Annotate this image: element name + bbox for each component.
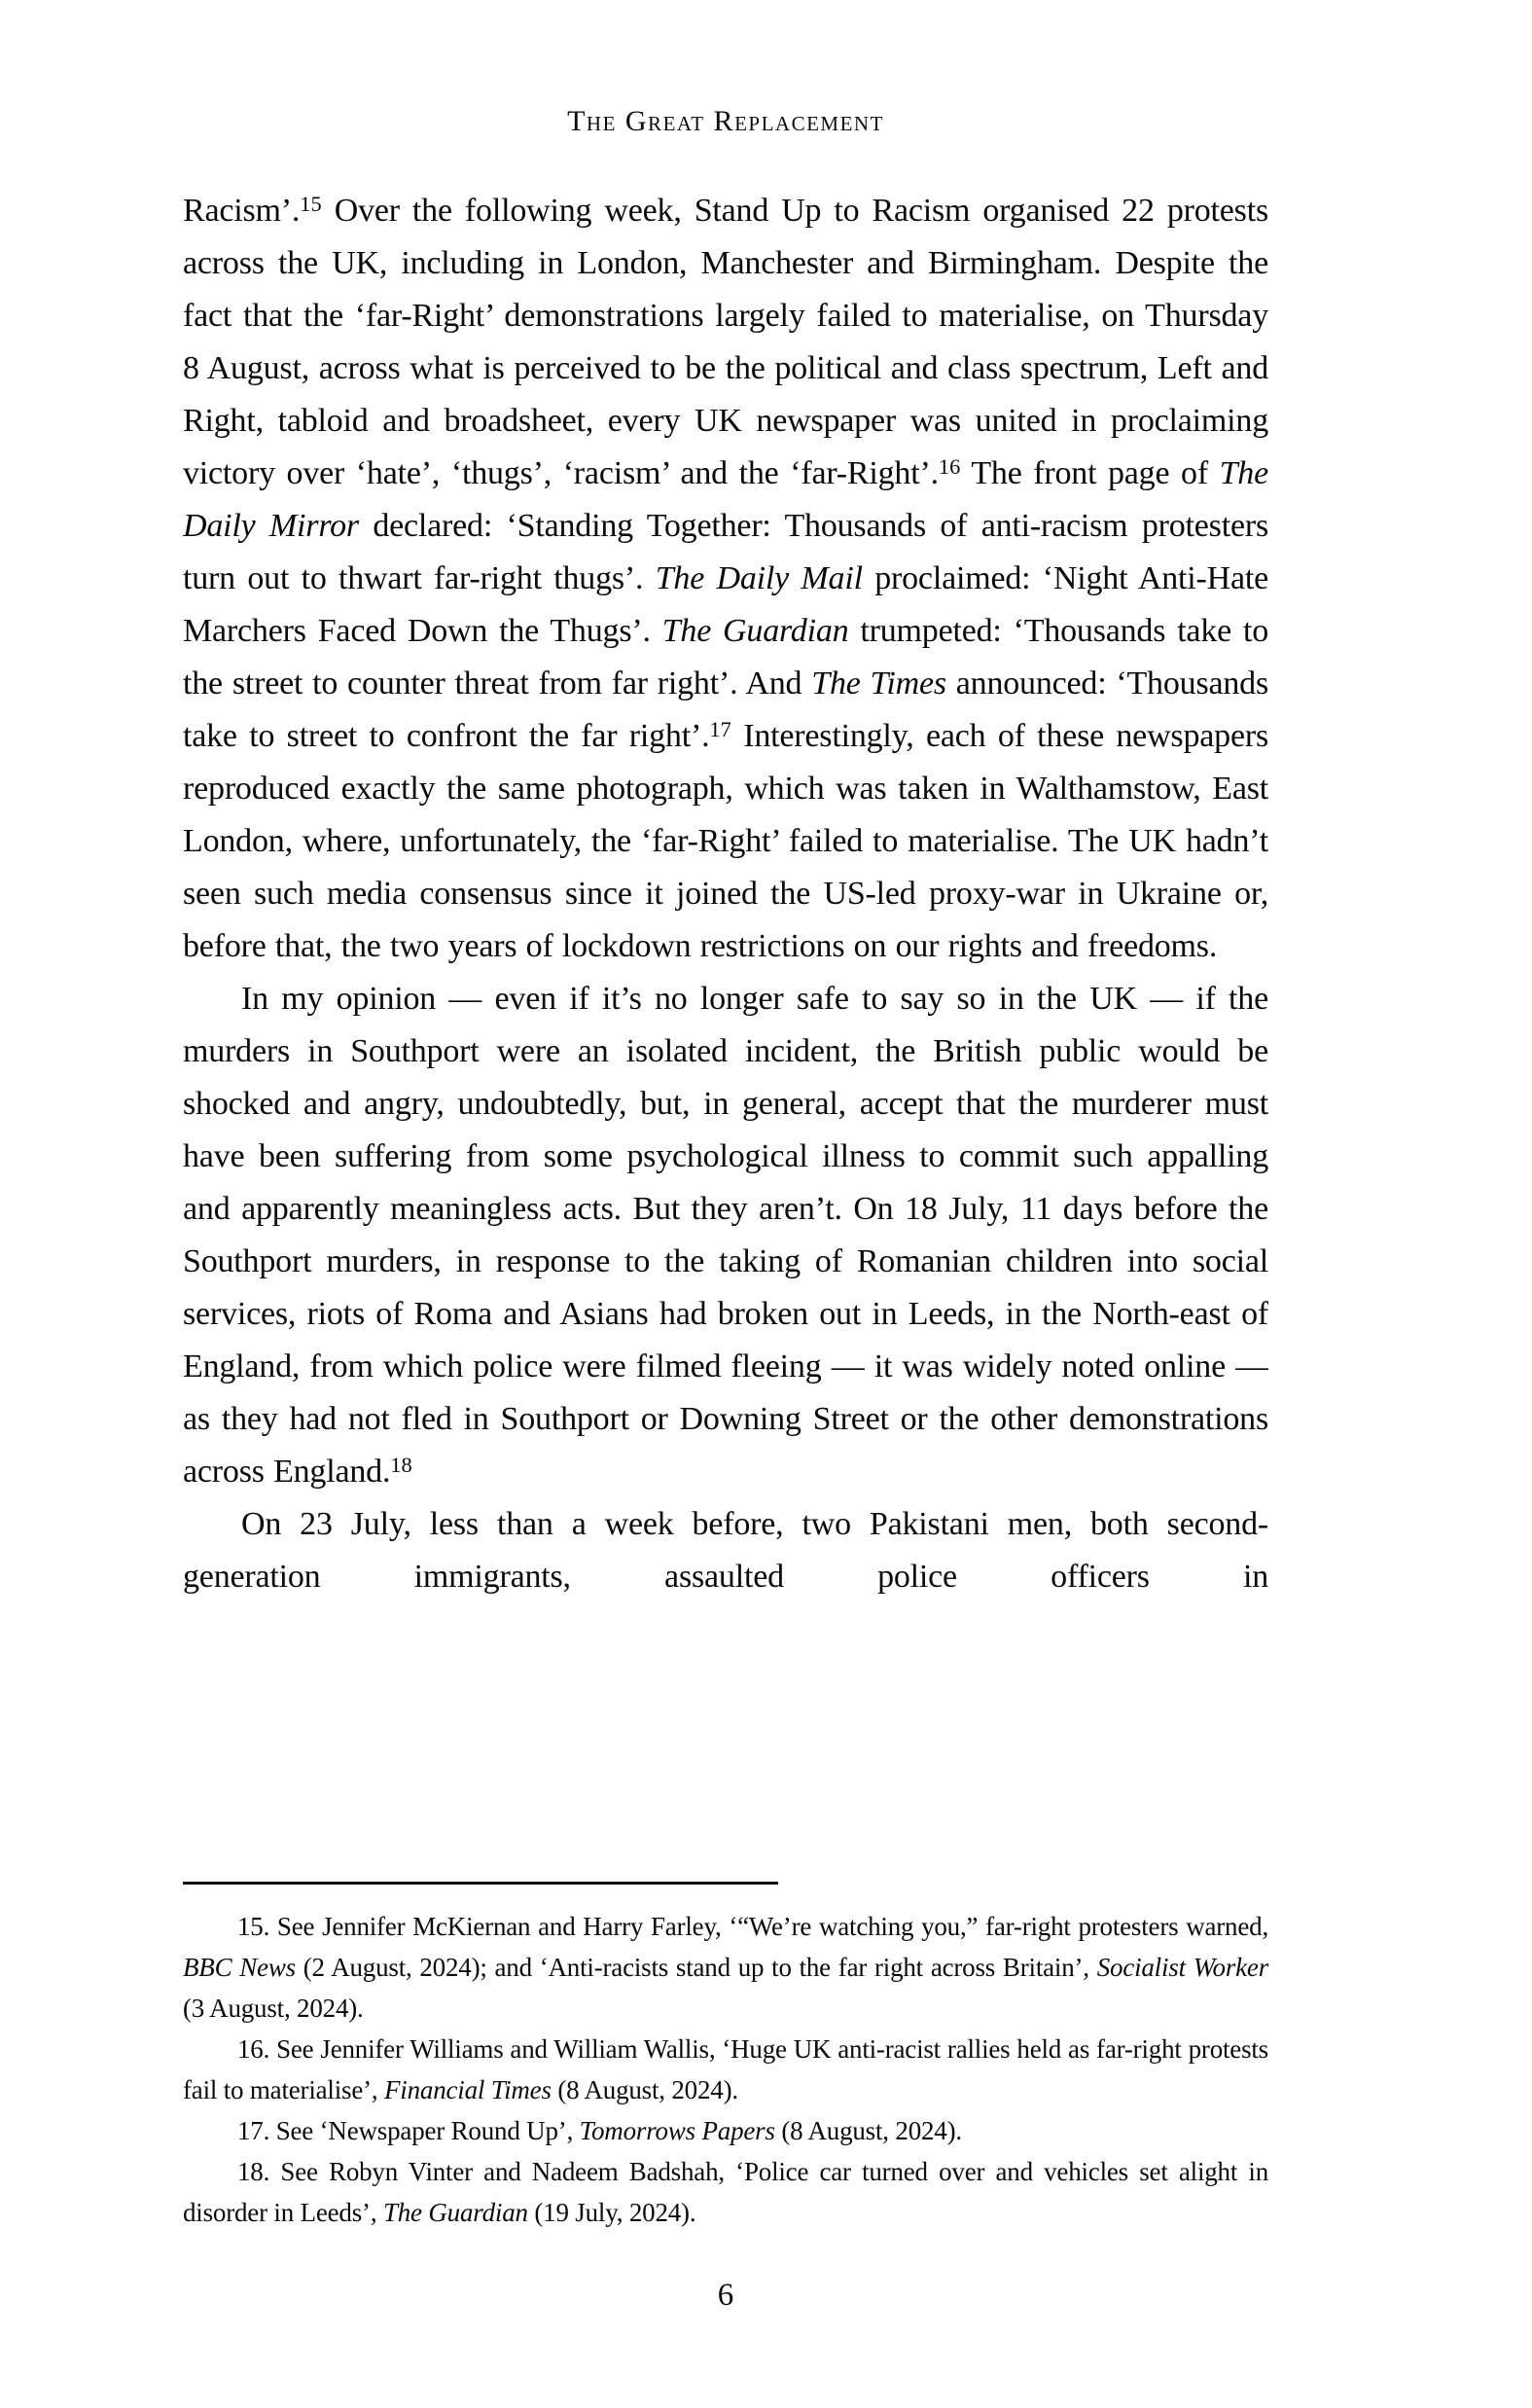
footnote-reference: 17 <box>709 716 731 741</box>
text-run: (8 August, 2024). <box>551 2075 738 2104</box>
italic-title: The Daily Mail <box>655 560 863 596</box>
text-run: trumpeted: ‘Thousands take to the street to counter threat from far right’. And <box>183 613 1268 701</box>
text-run: The front page of <box>960 455 1220 491</box>
text-run: (3 August, 2024). <box>183 1994 364 2023</box>
text-run: proclaimed: ‘Night Anti-Hate Marchers Faced Down the Thugs’. <box>183 560 1268 649</box>
text-run: 16. See Jennifer Williams and William Wallis, ‘Huge UK anti-racist rallies held as far-right protests fail to materialise’, <box>183 2034 1268 2104</box>
text-run: (2 August, 2024); and ‘Anti-racists stand up to the far right across Britain’, <box>295 1953 1097 1982</box>
footnote-reference: 16 <box>938 453 961 479</box>
text-run: (19 July, 2024). <box>527 2198 696 2227</box>
text-run: Over the following week, Stand Up to Racism organised 22 protests across the UK, including in London, Manchester and Birmingham. Despite the fact that the ‘far-Right’ demonstrations largely failed to materialise, on Thursday 8 August, across what is perceived to be the political and class spectrum, Left and Right, tabloid and broadsheet, every UK newspaper was united in proclaiming victory over ‘hate’, ‘thugs’, ‘racism’ and the ‘far-Right’. <box>183 193 1268 491</box>
italic-title: The Guardian <box>382 2198 528 2227</box>
italic-title: Socialist Worker <box>1096 1953 1269 1982</box>
italic-title: BBC News <box>183 1953 296 1982</box>
page-number: 6 <box>717 2278 734 2313</box>
text-run: 17. See ‘Newspaper Round Up’, <box>237 2116 580 2145</box>
footnote <box>183 2151 1268 2233</box>
text-run: In my opinion — even if it’s no longer safe to say so in the UK — if the murders in Southport were an isolated incident, the British public would be shocked and angry, undoubtedly, but, in general, accept that the murderer must have been suffering from some psychological illness to commit such appalling and apparently meaningless acts. But they aren’t. On 18 July, 11 days before the Southport murders, in response to the taking of Romanian children into social services, riots of Roma and Asians had broken out in Leeds, in the North-east of England, from which police were filmed fleeing — it was widely noted online — as they had not fled in Southport or Downing Street or the other demonstrations across England. <box>183 981 1268 1490</box>
footnote-separator <box>183 1882 778 1885</box>
italic-title: The Times <box>811 665 946 701</box>
footnote <box>183 1906 1268 2029</box>
text-run: 15. See Jennifer McKiernan and Harry Farley, ‘“We’re watching you,” far-right protesters warned, <box>237 1912 1268 1941</box>
footnote-reference: 15 <box>300 191 322 216</box>
italic-title: Financial Times <box>384 2075 552 2104</box>
running-header: The Great Replacement <box>567 105 884 137</box>
page-content <box>183 0 1268 2315</box>
italic-title: The Daily Mirror <box>183 455 1268 544</box>
footnote <box>183 2029 1268 2110</box>
text-run: On 23 July, less than a week before, two Pakistani men, both second-generation immigrants, assaulted police officers in <box>183 1506 1268 1595</box>
footnote-reference: 18 <box>390 1452 412 1477</box>
body-paragraph <box>183 1498 1268 1603</box>
text-run: declared: ‘Standing Together: Thousands of anti-racism protesters turn out to thwart far-right thugs’. <box>183 508 1268 596</box>
text-run: Interestingly, each of these newspapers reproduced exactly the same photograph, which was taken in Walthamstow, East London, where, unfortunately, the ‘far-Right’ failed to materialise. The UK hadn’t seen such media consensus since it joined the US-led proxy-war in Ukraine or, before that, the two years of lockdown restrictions on our rights and freedoms. <box>183 718 1268 964</box>
text-run: (8 August, 2024). <box>774 2116 962 2145</box>
body-paragraph <box>183 973 1268 1498</box>
body-text <box>183 185 1268 1819</box>
italic-title: The Guardian <box>661 613 849 649</box>
footnotes <box>183 1906 1268 2233</box>
footnote <box>183 2110 1268 2151</box>
text-run: announced: ‘Thousands take to street to confront the far right’. <box>183 665 1268 754</box>
text-run: Racism’. <box>183 193 301 229</box>
italic-title: Tomorrows Papers <box>579 2116 775 2145</box>
text-run: 18. See Robyn Vinter and Nadeem Badshah, ‘Police car turned over and vehicles set alight in disorder in Leeds’, <box>183 2157 1268 2227</box>
body-paragraph <box>183 185 1268 973</box>
